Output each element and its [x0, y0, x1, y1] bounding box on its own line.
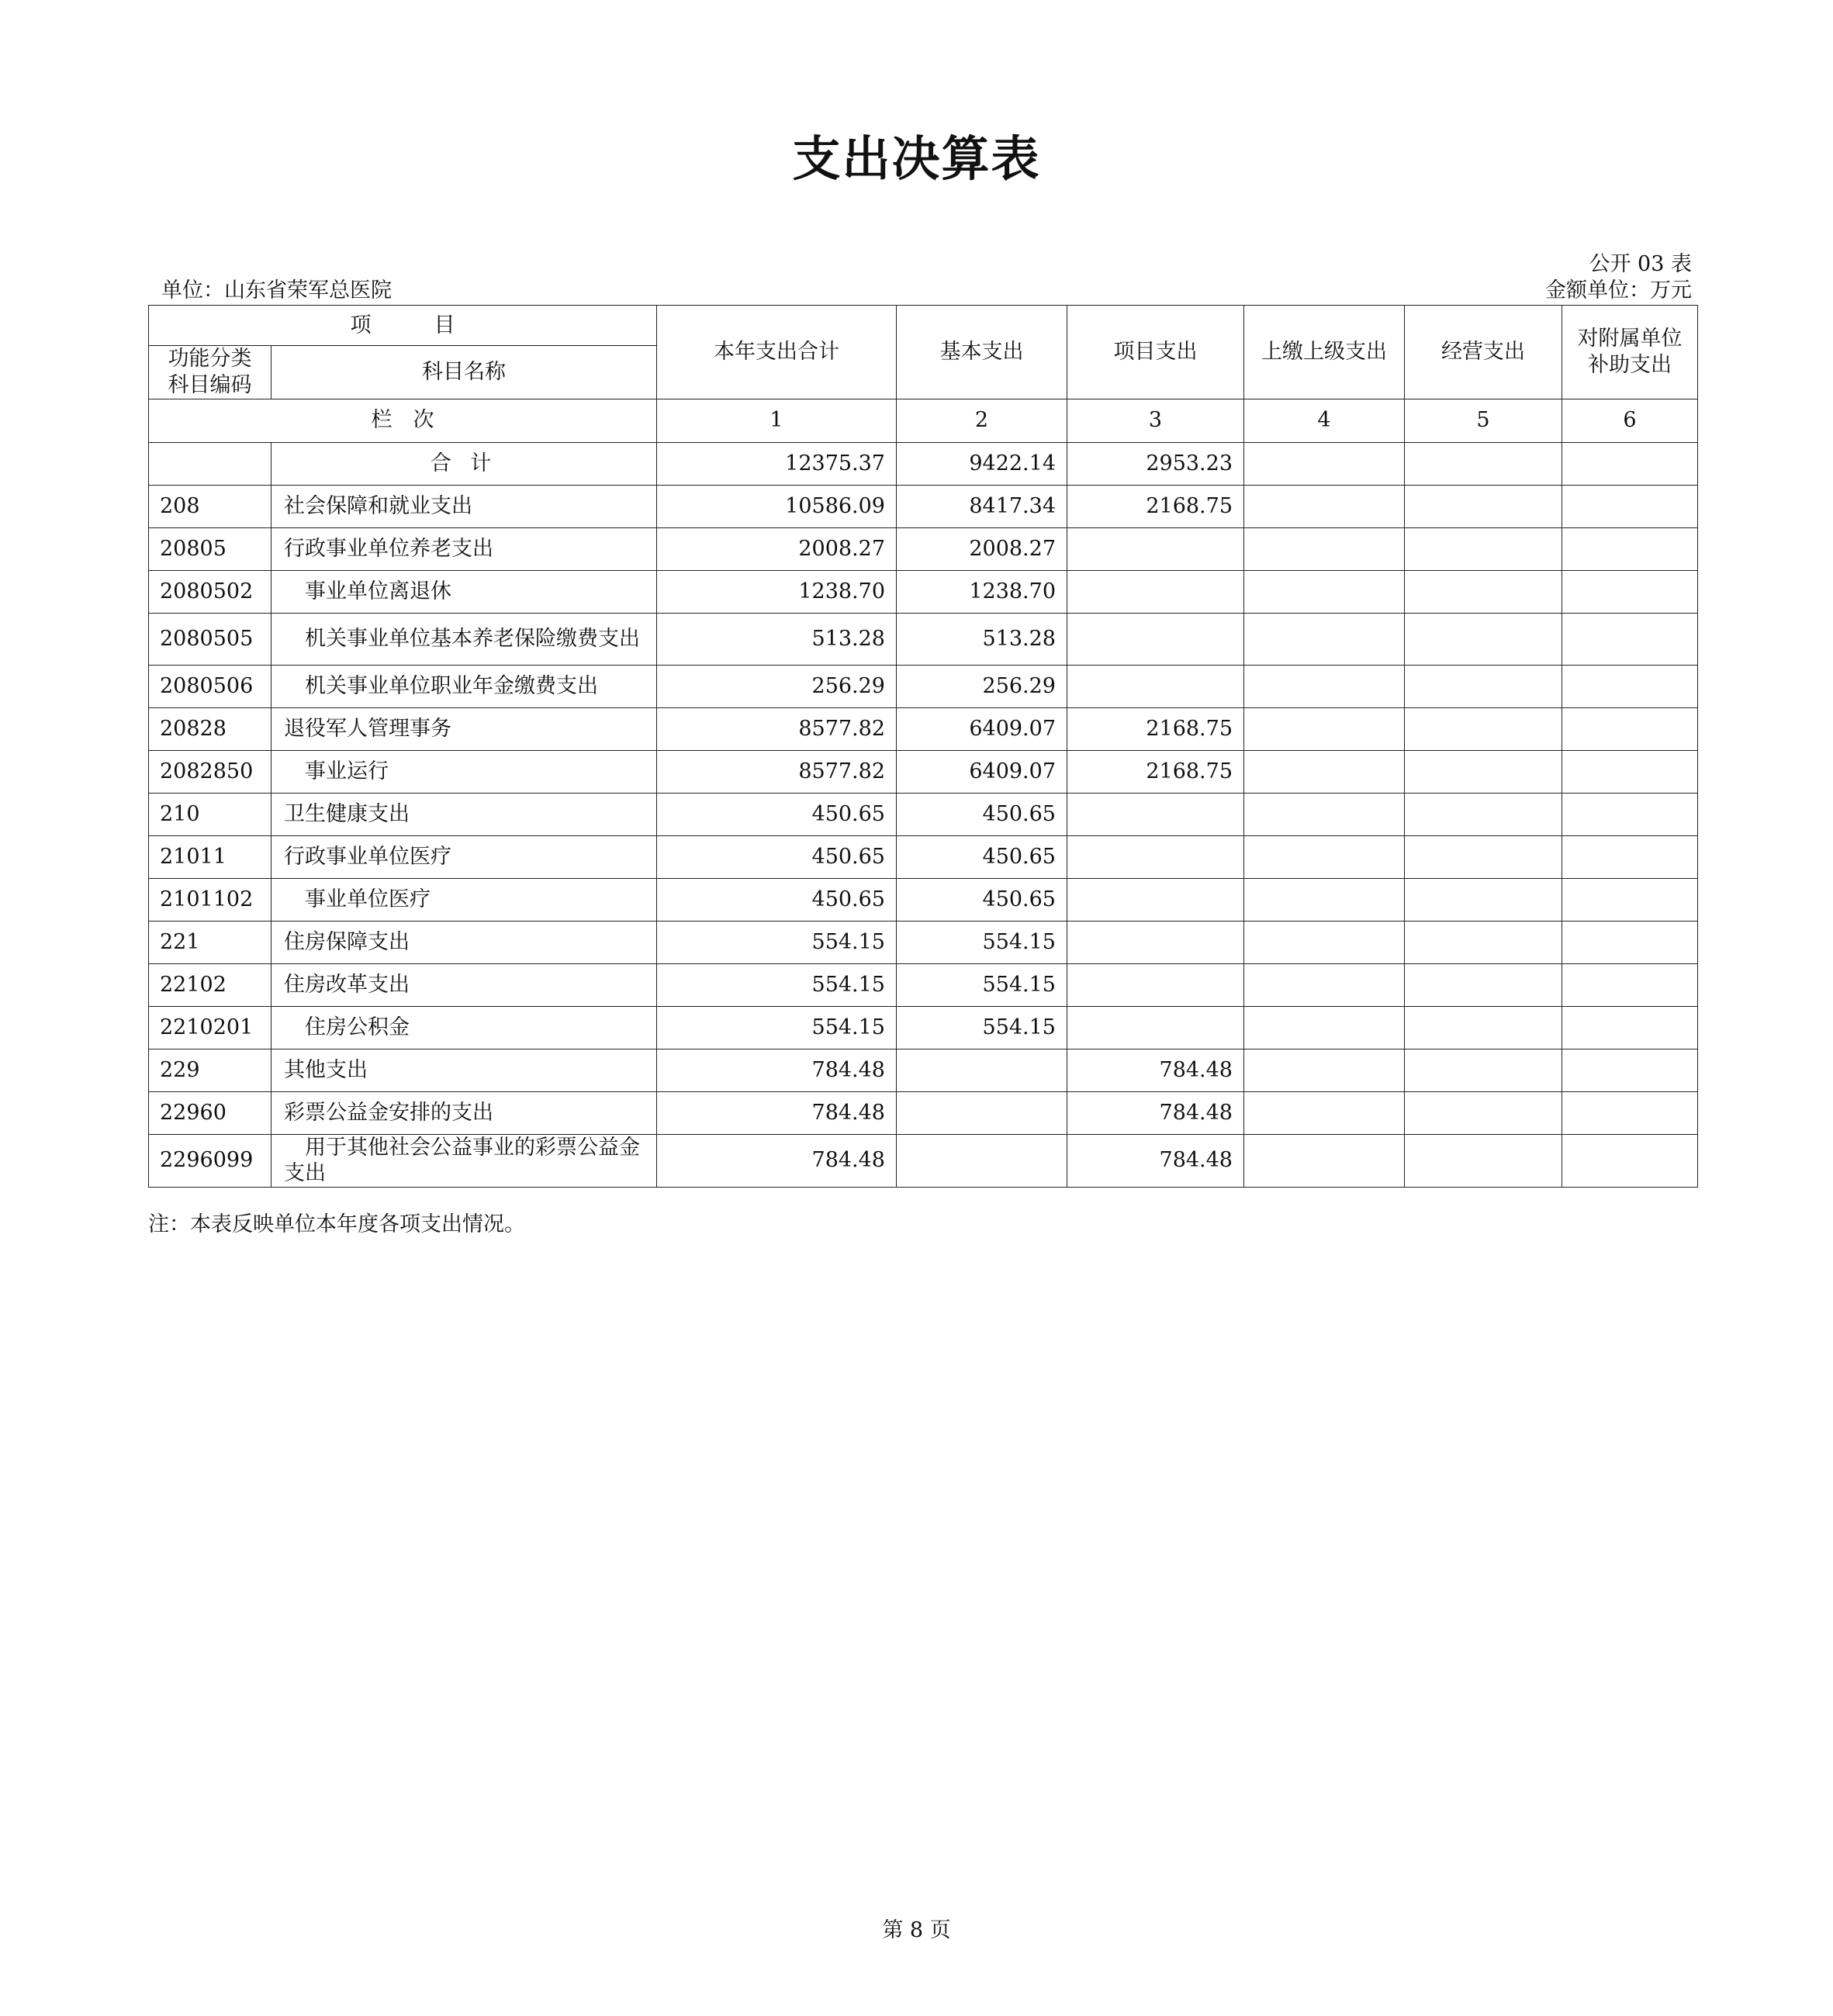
- basic-cell: 554.15: [897, 963, 1067, 1006]
- table-row: [149, 835, 1698, 878]
- project-cell: [1067, 921, 1244, 963]
- upper-cell: [1244, 485, 1405, 527]
- subject-name-cell: 事业单位离退休: [271, 570, 657, 613]
- subsidy-cell: [1562, 878, 1698, 921]
- business-cell: [1405, 485, 1562, 527]
- project-cell: [1067, 570, 1244, 613]
- col-num: 4: [1244, 399, 1405, 442]
- basic-cell: [897, 1091, 1067, 1134]
- table-row: [149, 963, 1698, 1006]
- total-sum: 12375.37: [657, 442, 897, 485]
- basic-cell: 450.65: [897, 793, 1067, 835]
- col-num: 6: [1562, 399, 1698, 442]
- project-cell: [1067, 1006, 1244, 1049]
- upper-cell: [1244, 835, 1405, 878]
- page-title: 支出决算表: [792, 130, 1041, 187]
- business-cell: [1405, 613, 1562, 665]
- total-basic: 9422.14: [897, 442, 1067, 485]
- table-row: [149, 665, 1698, 707]
- header-basic: 基本支出: [897, 306, 1067, 399]
- total-cell: 2008.27: [657, 527, 897, 570]
- code-cell: 2296099: [149, 1134, 271, 1188]
- total-cell: 450.65: [657, 793, 897, 835]
- header-total: 本年支出合计: [657, 306, 897, 399]
- table-row: [149, 1091, 1698, 1134]
- subject-name-cell: 社会保障和就业支出: [271, 485, 657, 527]
- upper-cell: [1244, 1049, 1405, 1091]
- project-cell: [1067, 878, 1244, 921]
- header-subsidy: 对附属单位 补助支出: [1562, 306, 1698, 399]
- total-cell: 554.15: [657, 1006, 897, 1049]
- code-cell: 2210201: [149, 1006, 271, 1049]
- upper-cell: [1244, 613, 1405, 665]
- table-row: [149, 527, 1698, 570]
- code-cell: 21011: [149, 835, 271, 878]
- project-cell: [1067, 665, 1244, 707]
- basic-cell: 1238.70: [897, 570, 1067, 613]
- total-cell: 554.15: [657, 963, 897, 1006]
- total-cell: 1238.70: [657, 570, 897, 613]
- project-cell: [1067, 963, 1244, 1006]
- upper-cell: [1244, 1006, 1405, 1049]
- subject-name-cell: 住房保障支出: [271, 921, 657, 963]
- code-cell: 22960: [149, 1091, 271, 1134]
- column-index-row: [149, 399, 1698, 442]
- table-row: [149, 1049, 1698, 1091]
- header-item: 项 目: [149, 306, 657, 346]
- project-cell: 2168.75: [1067, 750, 1244, 793]
- basic-cell: 6409.07: [897, 750, 1067, 793]
- expenditure-table: [148, 305, 1698, 1188]
- subsidy-cell: [1562, 963, 1698, 1006]
- basic-cell: 2008.27: [897, 527, 1067, 570]
- total-project: 2953.23: [1067, 442, 1244, 485]
- upper-cell: [1244, 1091, 1405, 1134]
- col-num: 5: [1405, 399, 1562, 442]
- basic-cell: 450.65: [897, 835, 1067, 878]
- col-num: 1: [657, 399, 897, 442]
- total-business: [1405, 442, 1562, 485]
- basic-cell: [897, 1049, 1067, 1091]
- business-cell: [1405, 750, 1562, 793]
- total-upper: [1244, 442, 1405, 485]
- business-cell: [1405, 878, 1562, 921]
- basic-cell: 513.28: [897, 613, 1067, 665]
- basic-cell: 6409.07: [897, 707, 1067, 750]
- total-cell: 513.28: [657, 613, 897, 665]
- total-cell: 784.48: [657, 1049, 897, 1091]
- subject-name-cell: 彩票公益金安排的支出: [271, 1091, 657, 1134]
- subsidy-cell: [1562, 665, 1698, 707]
- row-index-label: 栏 次: [149, 399, 657, 442]
- code-cell: 20805: [149, 527, 271, 570]
- business-cell: [1405, 1091, 1562, 1134]
- table-row: [149, 1006, 1698, 1049]
- col-num: 2: [897, 399, 1067, 442]
- currency-unit: 金额单位：万元: [1545, 278, 1692, 303]
- code-cell: 208: [149, 485, 271, 527]
- upper-cell: [1244, 921, 1405, 963]
- basic-cell: [897, 1134, 1067, 1188]
- total-cell: 450.65: [657, 835, 897, 878]
- business-cell: [1405, 570, 1562, 613]
- subject-name-cell: 用于其他社会公益事业的彩票公益金支出: [271, 1134, 657, 1188]
- business-cell: [1405, 1006, 1562, 1049]
- code-cell: 229: [149, 1049, 271, 1091]
- total-cell: 8577.82: [657, 750, 897, 793]
- table-note: 注：本表反映单位本年度各项支出情况。: [148, 1212, 525, 1236]
- data-rows: [149, 485, 1698, 1188]
- form-code: 公开 03 表: [1589, 252, 1692, 276]
- upper-cell: [1244, 963, 1405, 1006]
- upper-cell: [1244, 878, 1405, 921]
- total-row: [149, 442, 1698, 485]
- subject-name-cell: 行政事业单位医疗: [271, 835, 657, 878]
- table-row: [149, 1134, 1698, 1188]
- total-cell: 784.48: [657, 1091, 897, 1134]
- business-cell: [1405, 1134, 1562, 1188]
- total-cell: 784.48: [657, 1134, 897, 1188]
- subsidy-cell: [1562, 793, 1698, 835]
- header-business: 经营支出: [1405, 306, 1562, 399]
- table-row: [149, 750, 1698, 793]
- table-row: [149, 921, 1698, 963]
- subsidy-cell: [1562, 1049, 1698, 1091]
- business-cell: [1405, 835, 1562, 878]
- upper-cell: [1244, 1134, 1405, 1188]
- business-cell: [1405, 793, 1562, 835]
- subsidy-cell: [1562, 527, 1698, 570]
- upper-cell: [1244, 707, 1405, 750]
- business-cell: [1405, 1049, 1562, 1091]
- total-subsidy: [1562, 442, 1698, 485]
- table-row: [149, 878, 1698, 921]
- subsidy-cell: [1562, 921, 1698, 963]
- subsidy-cell: [1562, 835, 1698, 878]
- basic-cell: 554.15: [897, 1006, 1067, 1049]
- basic-cell: 450.65: [897, 878, 1067, 921]
- business-cell: [1405, 707, 1562, 750]
- project-cell: [1067, 793, 1244, 835]
- subsidy-cell: [1562, 707, 1698, 750]
- header-subject-name: 科目名称: [271, 346, 657, 399]
- business-cell: [1405, 527, 1562, 570]
- subsidy-cell: [1562, 570, 1698, 613]
- business-cell: [1405, 921, 1562, 963]
- basic-cell: 8417.34: [897, 485, 1067, 527]
- unit-label: 单位：山东省荣军总医院: [161, 278, 392, 303]
- total-cell: 10586.09: [657, 485, 897, 527]
- code-cell: 2080502: [149, 570, 271, 613]
- subject-name-cell: 住房改革支出: [271, 963, 657, 1006]
- subject-name-cell: 其他支出: [271, 1049, 657, 1091]
- subject-name-cell: 事业单位医疗: [271, 878, 657, 921]
- code-cell: 2101102: [149, 878, 271, 921]
- total-code-cell: [149, 442, 271, 485]
- subject-name-cell: 行政事业单位养老支出: [271, 527, 657, 570]
- subject-name-cell: 住房公积金: [271, 1006, 657, 1049]
- table-row: [149, 570, 1698, 613]
- total-cell: 256.29: [657, 665, 897, 707]
- upper-cell: [1244, 665, 1405, 707]
- code-cell: 2080505: [149, 613, 271, 665]
- total-cell: 8577.82: [657, 707, 897, 750]
- total-cell: 554.15: [657, 921, 897, 963]
- project-cell: [1067, 527, 1244, 570]
- subsidy-cell: [1562, 1134, 1698, 1188]
- business-cell: [1405, 665, 1562, 707]
- code-cell: 221: [149, 921, 271, 963]
- total-label: 合 计: [271, 442, 657, 485]
- total-cell: 450.65: [657, 878, 897, 921]
- subject-name-cell: 机关事业单位职业年金缴费支出: [271, 665, 657, 707]
- table-row: [149, 707, 1698, 750]
- table-row: [149, 485, 1698, 527]
- table-row: [149, 793, 1698, 835]
- project-cell: 784.48: [1067, 1049, 1244, 1091]
- subject-name-cell: 卫生健康支出: [271, 793, 657, 835]
- subsidy-cell: [1562, 613, 1698, 665]
- project-cell: 784.48: [1067, 1091, 1244, 1134]
- project-cell: 2168.75: [1067, 485, 1244, 527]
- header-row-1: [149, 306, 1698, 346]
- business-cell: [1405, 963, 1562, 1006]
- header-project: 项目支出: [1067, 306, 1244, 399]
- subject-name-cell: 退役军人管理事务: [271, 707, 657, 750]
- col-num: 3: [1067, 399, 1244, 442]
- project-cell: [1067, 613, 1244, 665]
- basic-cell: 256.29: [897, 665, 1067, 707]
- project-cell: [1067, 835, 1244, 878]
- subsidy-cell: [1562, 750, 1698, 793]
- project-cell: 784.48: [1067, 1134, 1244, 1188]
- code-cell: 210: [149, 793, 271, 835]
- basic-cell: 554.15: [897, 921, 1067, 963]
- upper-cell: [1244, 570, 1405, 613]
- project-cell: 2168.75: [1067, 707, 1244, 750]
- upper-cell: [1244, 793, 1405, 835]
- page-number: 第 8 页: [882, 1918, 951, 1942]
- upper-cell: [1244, 527, 1405, 570]
- table-row: [149, 613, 1698, 665]
- subsidy-cell: [1562, 1091, 1698, 1134]
- subsidy-cell: [1562, 485, 1698, 527]
- code-cell: 2080506: [149, 665, 271, 707]
- code-cell: 2082850: [149, 750, 271, 793]
- subsidy-cell: [1562, 1006, 1698, 1049]
- upper-cell: [1244, 750, 1405, 793]
- subject-name-cell: 机关事业单位基本养老保险缴费支出: [271, 613, 657, 665]
- code-cell: 20828: [149, 707, 271, 750]
- header-upper: 上缴上级支出: [1244, 306, 1405, 399]
- code-cell: 22102: [149, 963, 271, 1006]
- subject-name-cell: 事业运行: [271, 750, 657, 793]
- header-func-code: 功能分类 科目编码: [149, 346, 271, 399]
